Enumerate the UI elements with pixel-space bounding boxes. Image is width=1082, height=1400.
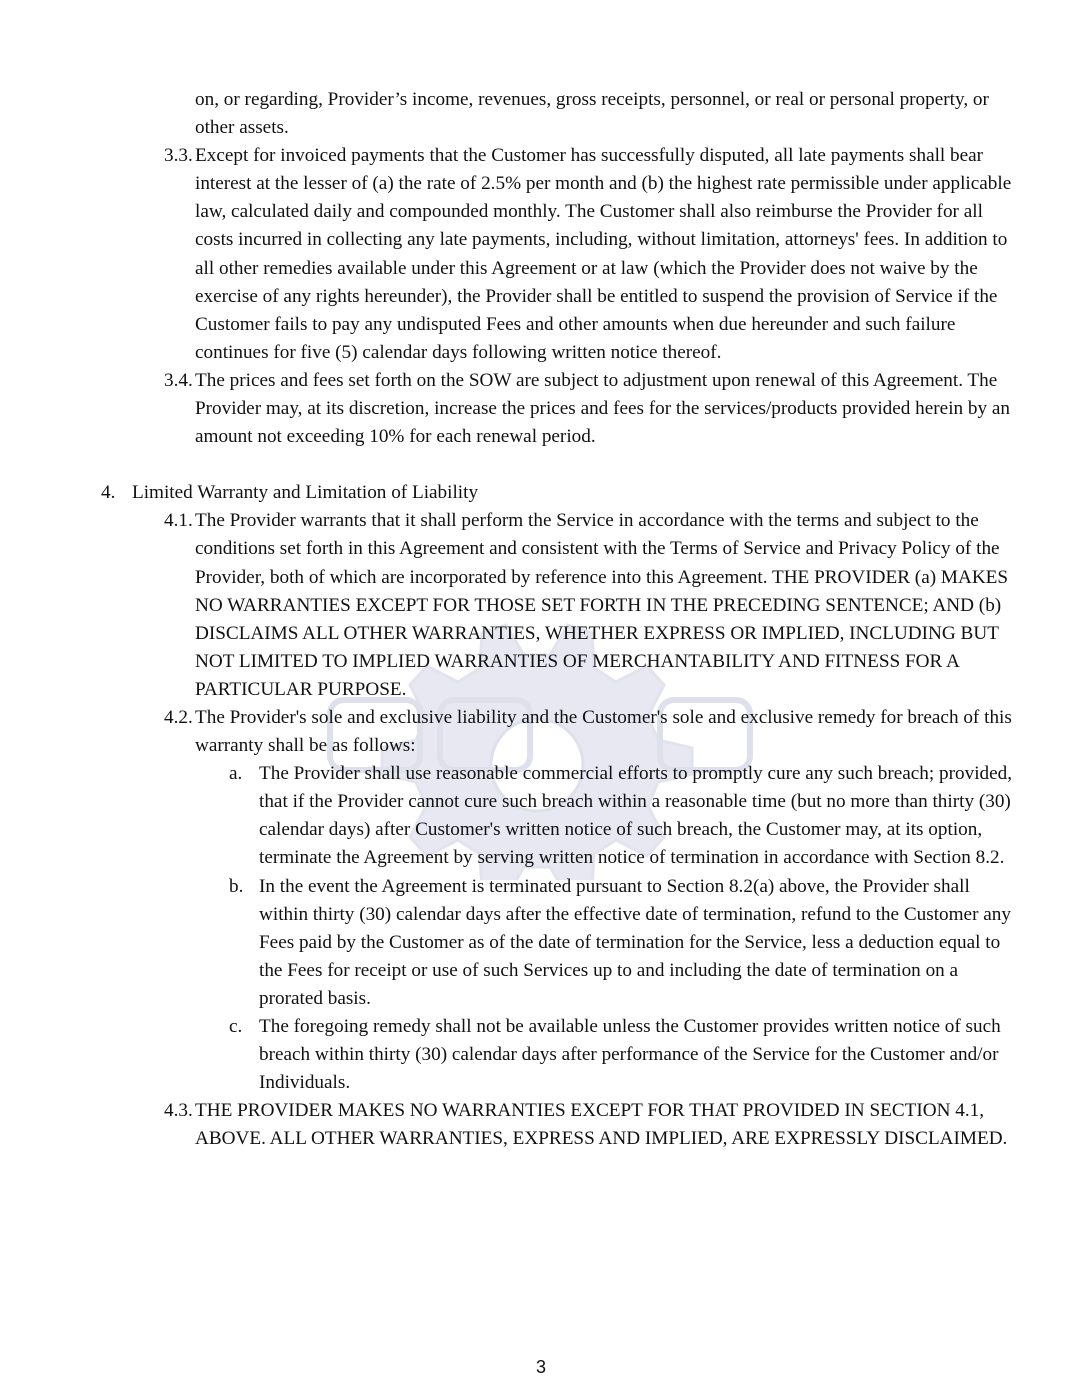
list-item-a [0,760,1082,872]
list-item-text: In the event the Agreement is terminated pursuant to Section 8.2(a) above, the Provider shall within thirty (30) calendar days after the effective date of termination, refund to the Customer any Fees paid by the Customer as of the date of termination for the Service, less a deduction equal to the Fees for receipt or use of such Services up to and including the date of termination on a prorated basis. [259,875,1011,1009]
list-item-label: b. [229,875,244,897]
page-number: 3 [535,1357,546,1377]
list-item-text: The foregoing remedy shall not be available unless the Customer provides written notice of such breach within thirty (30) calendar days after performance of the Service for the Customer and/or Individuals. [259,1016,1001,1094]
clause-number: 4.2. [164,706,193,728]
section-4-heading [0,479,1082,507]
clause-number: 4.3. [164,1100,193,1122]
clause-number: 3.3. [164,145,193,167]
clause-4-3 [0,1097,1082,1153]
list-item-label: a. [229,763,243,785]
clause-3-4 [0,367,1082,451]
clause-4-1 [0,507,1082,704]
clause-text: The Provider warrants that it shall perform the Service in accordance with the terms and subject to the conditions set forth in this Agreement and consistent with the Terms of Service and Privacy Policy of the Provider, both of which are incorporated by reference into this Agreement. THE PROVIDER (a) MAKES NO WARRANTIES EXCEPT FOR THOSE SET FORTH IN THE PRECEDING SENTENCE; AND (b) DISCLAIMS ALL OTHER WARRANTIES, WHETHER EXPRESS OR IMPLIED, INCLUDING BUT NOT LIMITED TO IMPLIED WARRANTIES OF MERCHANTABILITY AND FITNESS FOR A PARTICULAR PURPOSE. [195,510,1009,700]
section-number: 4. [101,482,116,504]
section-spacer [0,451,1082,479]
list-item-b [0,873,1082,1013]
continuation-paragraph [0,86,1082,142]
clause-number: 4.1. [164,510,193,532]
clause-4-2 [0,704,1082,760]
list-item-c [0,1013,1082,1097]
continuation-text: on, or regarding, Provider’s income, revenues, gross receipts, personnel, or real or personal property, or other assets. [195,89,989,139]
clause-3-3 [0,142,1082,367]
clause-text: THE PROVIDER MAKES NO WARRANTIES EXCEPT FOR THAT PROVIDED IN SECTION 4.1, ABOVE. ALL OTHER WARRANTIES, EXPRESS AND IMPLIED, ARE EXPRESSLY DISCLAIMED. [195,1100,1008,1150]
clause-text: Except for invoiced payments that the Customer has successfully disputed, all late payments shall bear interest at the lesser of (a) the rate of 2.5% per month and (b) the highest rate permissible under applicable law, calculated daily and compounded monthly. The Customer shall also reimburse the Provider for all costs incurred in collecting any late payments, including, without limitation, attorneys' fees. In addition to all other remedies available under this Agreement or at law (which the Provider does not waive by the exercise of any rights hereunder), the Provider shall be entitled to suspend the provision of Service if the Customer fails to pay any undisputed Fees and other amounts when due hereunder and such failure continues for five (5) calendar days following written notice thereof. [195,145,1012,363]
list-item-label: c. [229,1016,243,1037]
clause-text: The prices and fees set forth on the SOW are subject to adjustment upon renewal of this Agreement. The Provider may, at its discretion, increase the prices and fees for the services/products provided herein by an amount not exceeding 10% for each renewal period. [195,369,1011,448]
clause-number: 3.4. [164,369,193,391]
document-body [0,86,1082,1153]
clause-text: The Provider's sole and exclusive liability and the Customer's sole and exclusive remedy for breach of this warranty shall be as follows: [195,706,1012,757]
list-item-text: The Provider shall use reasonable commercial efforts to promptly cure any such breach; provided, that if the Provider cannot cure such breach within a reasonable time (but no more than thirty (30) calendar days) after Customer's written notice of such breach, the Customer may, at its option, terminate the Agreement by serving written notice of termination in accordance with Section 8.2. [259,763,1013,869]
section-title: Limited Warranty and Limitation of Liability [132,482,479,504]
